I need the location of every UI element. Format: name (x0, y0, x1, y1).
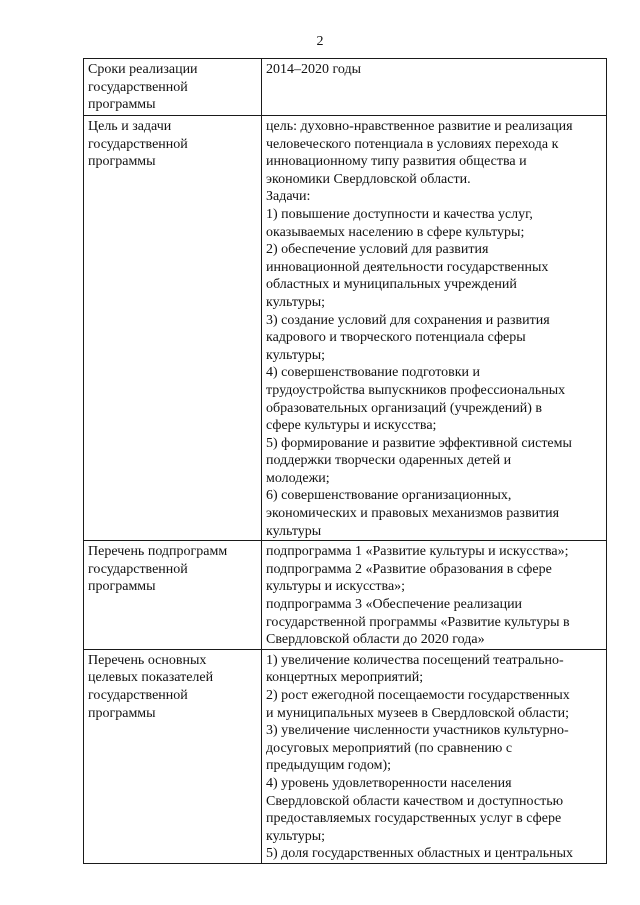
label-line: программы (88, 97, 156, 113)
content-cell-target-indicators (262, 649, 607, 863)
content-line: 3) создание условий для сохранения и развития (266, 312, 550, 328)
content-line: 2) обеспечение условий для развития (266, 242, 489, 258)
content-line: молодежи; (266, 470, 330, 486)
label-line: государственной (88, 136, 188, 152)
content-line: 5) формирование и развитие эффективной системы (266, 435, 572, 451)
content-cell-implementation-period (262, 59, 607, 116)
label-line: Перечень подпрограмм (88, 544, 228, 560)
content-line: инновационному типу развития общества и (266, 154, 527, 170)
content-line: 6) совершенствование организационных, (266, 488, 512, 504)
content-line: культуры и искусства»; (266, 579, 406, 595)
label-line: государственной (88, 688, 188, 703)
content-line: Свердловской области до 2020 года» (266, 632, 485, 648)
content-line: государственной программы «Развитие культуры в (266, 614, 570, 630)
label-line: Перечень основных (88, 652, 207, 668)
content-line: предыдущим годом); (266, 758, 392, 774)
label-line: Цель и задачи (88, 119, 172, 134)
content-line: 1) повышение доступности и качества услуг, (266, 206, 533, 222)
content-line: культуры; (266, 294, 326, 310)
page-number: 2 (316, 34, 324, 49)
label-cell-subprograms (84, 541, 262, 650)
content-line: Свердловской области качеством и доступностью (266, 793, 564, 809)
table-row-goals-and-tasks (84, 116, 607, 541)
content-line: подпрограмма 3 «Обеспечение реализации (266, 597, 523, 613)
label-cell-implementation-period (84, 59, 262, 116)
content-line: инновационной деятельности государственных (266, 259, 549, 275)
label-line: программы (88, 705, 156, 721)
content-line: 2014–2020 годы (266, 62, 362, 77)
content-line: предоставляемых государственных услуг в сфере (266, 811, 562, 827)
content-line: культуры; (266, 347, 326, 363)
label-line: программы (88, 154, 156, 170)
content-cell-subprograms (262, 541, 607, 650)
content-cell-goals-and-tasks (262, 116, 607, 541)
label-cell-target-indicators (84, 649, 262, 863)
table-row-implementation-period (84, 59, 607, 116)
content-line: цель: духовно-нравственное развитие и реализация (266, 119, 573, 134)
content-line: экономики Свердловской области. (266, 171, 471, 187)
content-line: 5) доля государственных областных и центральных (266, 846, 574, 862)
content-line: кадрового и творческого потенциала сферы (266, 330, 526, 346)
label-line: государственной (88, 79, 188, 95)
content-line: и муниципальных музеев в Свердловской области; (266, 705, 569, 721)
content-line: трудоустройства выпускников профессиональных (266, 382, 566, 398)
content-line: человеческого потенциала в условиях перехода к (266, 136, 559, 152)
label-line: Сроки реализации (88, 62, 198, 77)
program-passport-table (83, 58, 607, 864)
content-line: Задачи: (266, 189, 311, 205)
content-line: 1) увеличение количества посещений театрально- (266, 652, 564, 668)
table-row-subprograms (84, 541, 607, 650)
content-line: поддержки творчески одаренных детей и (266, 453, 512, 469)
label-line: целевых показателей (88, 670, 214, 686)
content-line: досуговых мероприятий (по сравнению с (266, 740, 513, 756)
content-line: концертных мероприятий; (266, 670, 424, 686)
content-line: областных и муниципальных учреждений (266, 277, 517, 293)
table-row-target-indicators (84, 649, 607, 863)
content-line: культуры; (266, 828, 326, 844)
content-line: образовательных организаций (учреждений) в (266, 400, 543, 416)
content-line: культуры (266, 523, 322, 539)
content-line: 3) увеличение численности участников культурно- (266, 723, 569, 739)
content-line: экономических и правовых механизмов развития (266, 506, 560, 522)
content-line: оказываемых населению в сфере культуры; (266, 224, 525, 240)
label-line: программы (88, 579, 156, 595)
content-line: сфере культуры и искусства; (266, 418, 437, 434)
content-line: 4) уровень удовлетворенности населения (266, 775, 512, 791)
content-line: 2) рост ежегодной посещаемости государственных (266, 688, 570, 703)
label-cell-goals-and-tasks (84, 116, 262, 541)
content-line: подпрограмма 1 «Развитие культуры и искусства»; (266, 544, 569, 560)
content-line: подпрограмма 2 «Развитие образования в сфере (266, 561, 552, 577)
content-line: 4) совершенствование подготовки и (266, 365, 481, 381)
label-line: государственной (88, 561, 188, 577)
